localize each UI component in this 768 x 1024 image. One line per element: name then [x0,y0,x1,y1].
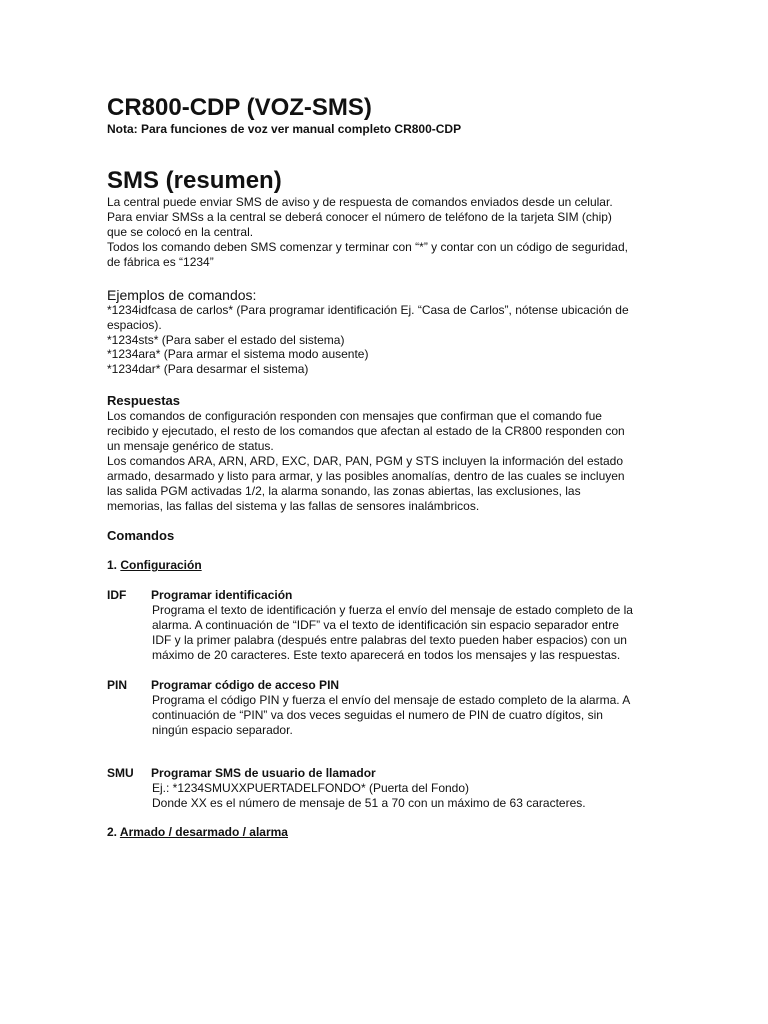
responses-line: un mensaje genérico de status. [107,438,274,453]
examples-list [107,303,662,377]
command-line: Programa el texto de identificación y fuerza el envío del mensaje de estado completo de la [152,602,633,617]
intro-line: que se colocó en la central. [107,225,254,239]
command-pin [107,678,662,738]
command-title: Programar identificación [151,587,293,602]
responses-line: recibido y ejecutado, el resto de los comandos que afectan al estado de la CR800 responden con [107,423,625,438]
intro-line: Para enviar SMSs a la central se deberá conocer el número de teléfono de la tarjeta SIM (chip) [107,210,612,224]
responses-line: memorias, las fallas del sistema y las fallas de sensores inalámbricos. [107,498,480,513]
responses-line: Los comandos ARA, ARN, ARD, EXC, DAR, PAN, PGM y STS incluyen la información del estado [107,453,623,468]
command-line: alarma. A continuación de “IDF” va el texto de identificación sin espacio separador entre [152,617,619,632]
section-label: Armado / desarmado / alarma [119,824,288,839]
document-note: Nota: Para funciones de voz ver manual completo CR800-CDP [107,122,462,136]
command-code: SMU [107,765,134,780]
command-description [152,781,662,811]
commands-title: Comandos [107,527,175,543]
responses-paragraph [107,409,662,514]
example-line: *1234dar* (Para desarmar el sistema) [107,362,309,377]
examples-title: Ejemplos de comandos: [107,287,257,303]
intro-line: de fábrica es “1234” [107,255,214,269]
example-line: espacios). [107,317,162,332]
section-configuracion [107,558,662,573]
command-description [152,603,662,663]
command-line: continuación de “PIN” va dos veces seguidas el numero de PIN de cuatro dígitos, sin [152,707,603,722]
responses-line: Los comandos de configuración responden con mensajes que confirman que el comando fue [107,408,602,423]
command-description [152,693,662,738]
example-line: *1234ara* (Para armar el sistema modo ausente) [107,347,369,362]
sms-heading: SMS (resumen) [107,167,282,194]
section-number: 2. [107,824,120,839]
command-title: Programar SMS de usuario de llamador [151,765,376,780]
document-page [107,94,662,840]
command-idf [107,588,662,663]
example-line: *1234sts* (Para saber el estado del sistema) [107,332,345,347]
section-number: 1. [107,557,121,572]
command-code: PIN [107,677,128,692]
responses-line: las salida PGM activadas 1/2, la alarma sonando, las zonas abiertas, las exclusiones, las [107,483,581,498]
command-line: Ej.: *1234SMUXXPUERTADELFONDO* (Puerta del Fondo) [152,780,470,795]
command-title: Programar código de acceso PIN [151,677,340,692]
intro-line: La central puede enviar SMS de aviso y de respuesta de comandos enviados desde un celular. [107,195,613,209]
section-armado [107,825,662,840]
command-line: Donde XX es el número de mensaje de 51 a 70 con un máximo de 63 caracteres. [152,795,586,810]
responses-line: armado, desarmado y listo para armar, y las posibles anomalías, dentro de las cuales se incluyen [107,468,625,483]
command-code: IDF [107,587,127,602]
example-line: *1234idfcasa de carlos* (Para programar identificación Ej. “Casa de Carlos”, nótense ubicación de [107,303,629,317]
command-smu [107,766,662,811]
command-line: máximo de 20 caracteres. Este texto aparecerá en todos los mensajes y las respuestas. [152,647,621,662]
section-label: Configuración [120,557,202,572]
command-line: ningún espacio separador. [152,722,293,737]
document-title: CR800-CDP (VOZ-SMS) [107,94,372,121]
intro-paragraph [107,195,662,270]
command-line: IDF y la primer palabra (después entre palabras del texto pueden haber espacios) con un [152,632,627,647]
intro-line: Todos los comando deben SMS comenzar y terminar con “*” y contar con un código de seguridad, [107,240,628,254]
responses-title: Respuestas [107,392,180,408]
command-line: Programa el código PIN y fuerza el envío del mensaje de estado completo de la alarma. A [152,692,631,707]
